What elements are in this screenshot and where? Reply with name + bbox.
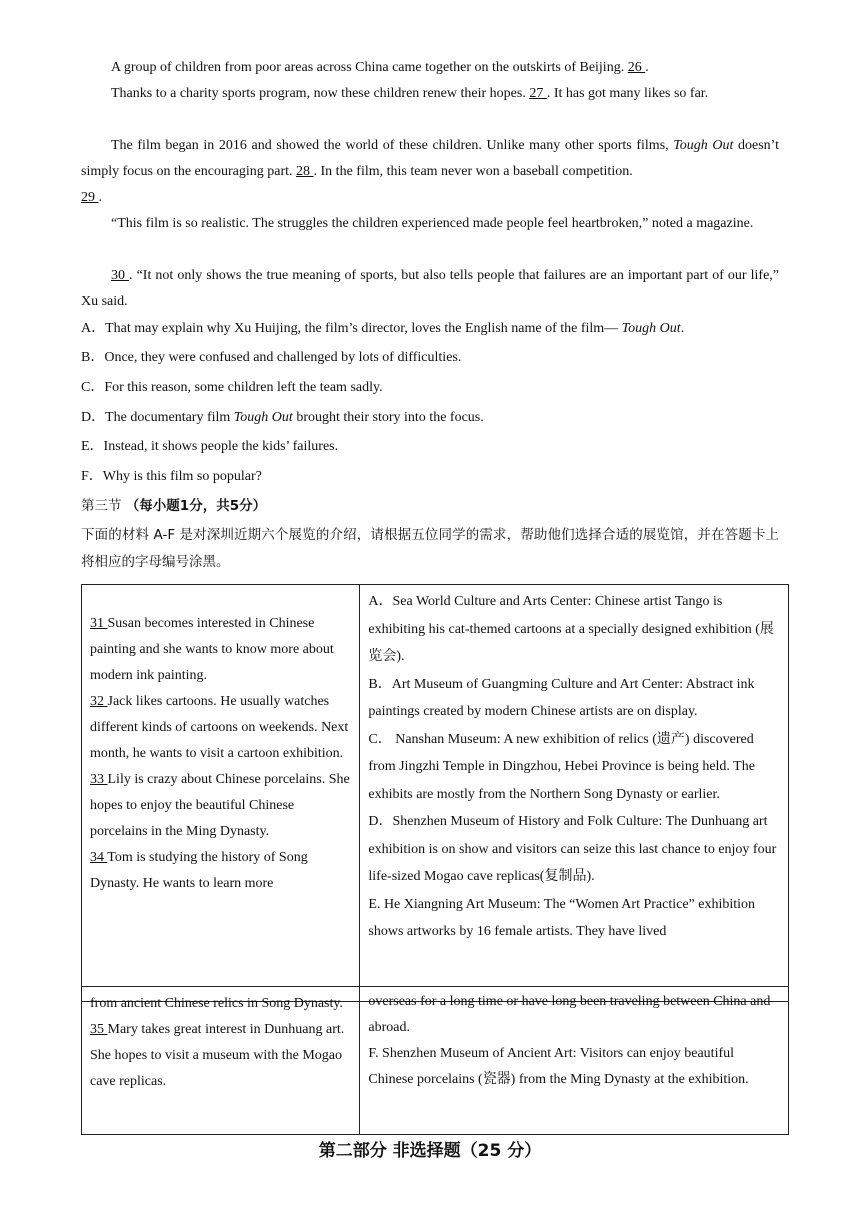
- blank-30: 30: [111, 268, 130, 283]
- passage-paragraph-4: [81, 211, 779, 237]
- blank-27: 27: [529, 86, 547, 101]
- need-item-33: 33 Lily is crazy about Chinese porcelains. She hopes to enjoy the beautiful Chinese porcelains in the Ming Dynasty.: [90, 772, 350, 839]
- exhibitions-column-cont: [360, 987, 789, 1135]
- passage-paragraph-1: A group of children from poor areas across China came together on the outskirts of Beijing. 26 .: [111, 60, 649, 75]
- need-item-35: 35 Mary takes great interest in Dunhuang art. She hopes to visit a museum with the Mogao cave replicas.: [90, 1022, 345, 1089]
- passage-text: Thanks to a charity sports program, now these children renew their hopes.: [111, 86, 526, 101]
- blank-29: 29: [81, 190, 99, 205]
- section3-heading: 第三节 （每小题1分，共5分）: [81, 498, 267, 514]
- passage-text: A group of children from poor areas across China came together on the outskirts of Beijing.: [111, 60, 625, 75]
- passage-text: doesn’t simply focus on the encouraging part.: [81, 138, 779, 179]
- option-f: F．Why is this film so popular?: [81, 469, 262, 484]
- part2-title: 第二部分 非选择题（25 分）: [318, 1141, 542, 1161]
- passage-text: . “It not only shows the true meaning of sports, but also tells people that failures are an important part of our life,” Xu said.: [81, 268, 780, 309]
- exhibition-f: F. Shenzhen Museum of Ancient Art: Visitors can enjoy beautiful Chinese porcelains (瓷器) from the Ming Dynasty at the exhibition.: [368, 1046, 749, 1087]
- matching-table-1: [81, 584, 789, 1002]
- option-c: C．For this reason, some children left the team sadly.: [81, 380, 383, 395]
- need-item-34-cont: from ancient Chinese relics in Song Dynasty.: [90, 996, 343, 1011]
- exhibition-a: A．Sea World Culture and Arts Center: Chinese artist Tango is exhibiting his cat-themed cartoons at a specially designed exhibition (展览会).: [368, 594, 774, 664]
- passage-paragraph-2: [81, 81, 779, 107]
- option-d: D．The documentary film Tough Out brought their story into the focus.: [81, 410, 484, 425]
- exhibition-d: D．Shenzhen Museum of History and Folk Culture: The Dunhuang art exhibition is on show and visitors can seize this last chance to enjoy four life-sized Mogao cave replicas(复制品).: [368, 814, 777, 884]
- matching-table-2: [81, 986, 789, 1135]
- section3-instruction: 下面的材料 A-F 是对深圳近期六个展览的介绍，请根据五位同学的需求，帮助他们选择合适的展览馆，并在答题卡上将相应的字母编号涂黑。: [81, 527, 779, 570]
- passage-text: . It has got many likes so far.: [546, 86, 709, 101]
- passage-paragraph-5: [81, 263, 779, 315]
- blank-26: 26: [627, 60, 646, 75]
- passage-text: The film began in 2016 and showed the world of these children. Unlike many other sports films,: [111, 138, 669, 153]
- option-e: E．Instead, it shows people the kids’ failures.: [81, 439, 339, 454]
- exhibition-e-cont: overseas for a long time or have long been traveling between China and abroad.: [368, 994, 771, 1035]
- film-title: Tough Out: [673, 138, 734, 153]
- needs-column-cont: [82, 987, 360, 1135]
- passage-paragraph-3: The film began in 2016 and showed the world of these children. Unlike many other sports films, Tough Out doesn’t simply focus on the encouraging part. 28 . In the film, this team never won a baseball competition. 29 .: [81, 138, 779, 205]
- exhibition-e: E. He Xiangning Art Museum: The “Women Art Practice” exhibition shows artworks by 16 female artists. They have lived: [368, 896, 756, 939]
- option-b: B．Once, they were confused and challenged by lots of difficulties.: [81, 350, 462, 365]
- exhibitions-column: [360, 585, 789, 1002]
- blank-28: 28: [296, 164, 314, 179]
- passage-text: “This film is so realistic. The struggles the children experienced made people feel heartbroken,” noted a magazine.: [111, 216, 754, 231]
- exhibition-b: B．Art Museum of Guangming Culture and Art Center: Abstract ink paintings created by modern Chinese artists are on display.: [368, 676, 755, 719]
- needs-column: [82, 585, 360, 1002]
- passage-text: . In the film, this team never won a baseball competition.: [313, 164, 633, 179]
- need-item-32: 32 Jack likes cartoons. He usually watches different kinds of cartoons on weekends. Next month, he wants to visit a cartoon exhibition.: [90, 694, 349, 761]
- option-a: A．That may explain why Xu Huijing, the film’s director, loves the English name of the film— Tough Out.: [81, 321, 685, 336]
- exhibition-c: C． Nanshan Museum: A new exhibition of relics (遗产) discovered from Jingzhi Temple in Dingzhou, Hebei Province is being held. The exhibits are mostly from the Northern Song Dynasty or earlier.: [368, 731, 755, 802]
- need-item-31: 31 Susan becomes interested in Chinese painting and she wants to know more about modern ink painting.: [90, 616, 334, 683]
- need-item-34: 34 Tom is studying the history of Song Dynasty. He wants to learn more: [90, 850, 308, 891]
